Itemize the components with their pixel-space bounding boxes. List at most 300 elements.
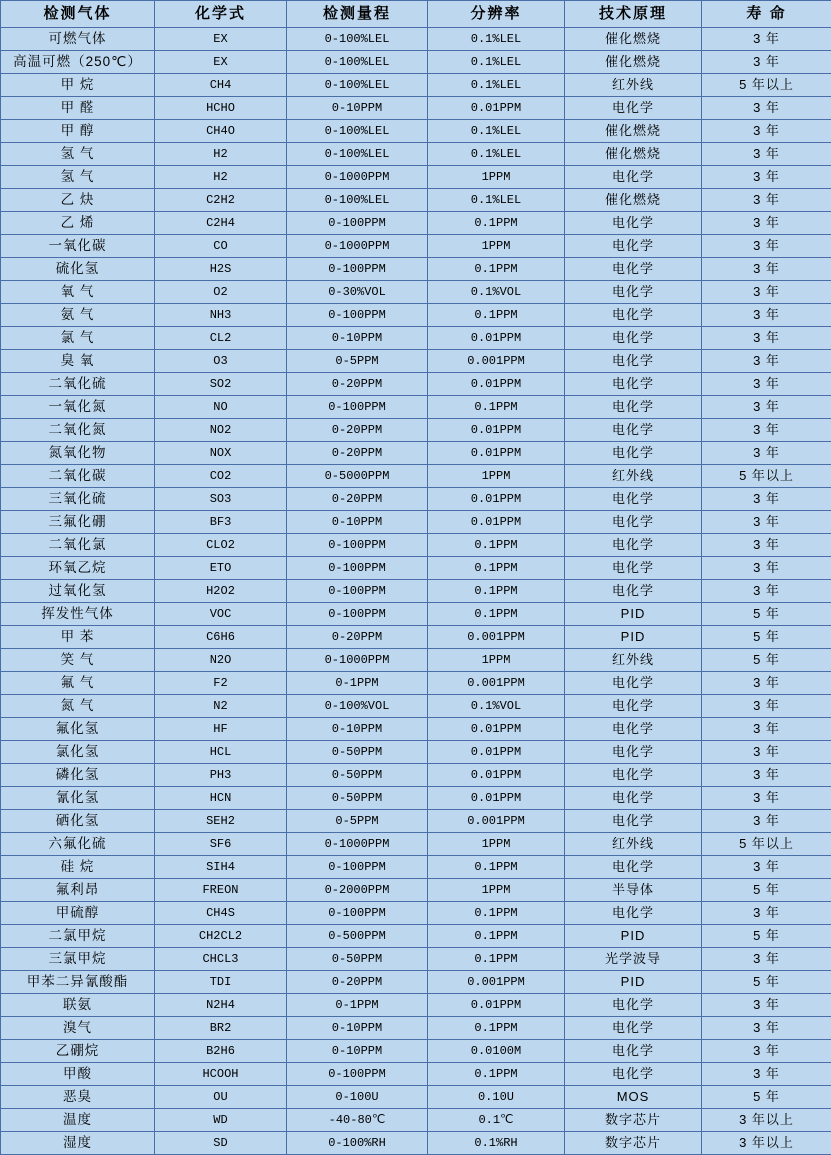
cell-formula: H2 [155,143,287,166]
cell-principle: 红外线 [565,465,702,488]
cell-principle: 电化学 [565,304,702,327]
cell-gas-name: 臭 氧 [1,350,155,373]
column-header-range: 检测量程 [287,1,428,28]
table-row [1,1086,831,1109]
table-header-row [1,1,831,28]
cell-principle: 电化学 [565,281,702,304]
table-row [1,833,831,856]
cell-formula: BF3 [155,511,287,534]
cell-range: 0-100PPM [287,856,428,879]
cell-range: 0-10PPM [287,511,428,534]
cell-range: 0-1PPM [287,672,428,695]
cell-principle: 电化学 [565,1063,702,1086]
cell-gas-name: 一氧化碳 [1,235,155,258]
cell-life: 3 年 [702,143,831,166]
cell-gas-name: 可燃气体 [1,28,155,51]
cell-gas-name: 六氟化硫 [1,833,155,856]
cell-principle: 电化学 [565,373,702,396]
cell-resolution: 0.1PPM [428,1017,565,1040]
cell-life: 3 年 [702,718,831,741]
cell-range: -40-80℃ [287,1109,428,1132]
table-row [1,304,831,327]
table-body [1,28,831,1155]
cell-formula: CH2CL2 [155,925,287,948]
cell-range: 0-1PPM [287,994,428,1017]
cell-resolution: 0.01PPM [428,97,565,120]
table-row [1,741,831,764]
cell-formula: HCHO [155,97,287,120]
cell-resolution: 0.1PPM [428,1063,565,1086]
cell-life: 3 年 [702,557,831,580]
cell-range: 0-20PPM [287,442,428,465]
cell-resolution: 0.001PPM [428,350,565,373]
cell-resolution: 0.1℃ [428,1109,565,1132]
cell-gas-name: 甲硫醇 [1,902,155,925]
table-row [1,1040,831,1063]
cell-life: 3 年 [702,741,831,764]
cell-resolution: 0.1%VOL [428,281,565,304]
cell-life: 5 年 [702,649,831,672]
cell-resolution: 0.1%LEL [428,51,565,74]
cell-resolution: 1PPM [428,235,565,258]
table-row [1,856,831,879]
cell-life: 3 年 [702,97,831,120]
cell-life: 3 年 [702,51,831,74]
cell-gas-name: 二氧化碳 [1,465,155,488]
table-row [1,120,831,143]
cell-resolution: 0.001PPM [428,810,565,833]
cell-range: 0-100PPM [287,902,428,925]
cell-life: 3 年 [702,787,831,810]
cell-life: 3 年 [702,810,831,833]
cell-formula: SF6 [155,833,287,856]
cell-gas-name: 湿度 [1,1132,155,1155]
cell-life: 3 年 [702,580,831,603]
cell-formula: CO [155,235,287,258]
cell-formula: CLO2 [155,534,287,557]
table-row [1,235,831,258]
cell-formula: CHCL3 [155,948,287,971]
cell-resolution: 0.01PPM [428,327,565,350]
cell-gas-name: 氮氧化物 [1,442,155,465]
cell-life: 5 年 [702,879,831,902]
table-row [1,189,831,212]
cell-principle: 电化学 [565,258,702,281]
cell-resolution: 0.01PPM [428,419,565,442]
cell-life: 3 年 [702,327,831,350]
cell-resolution: 0.1PPM [428,925,565,948]
cell-resolution: 0.001PPM [428,626,565,649]
cell-gas-name: 磷化氢 [1,764,155,787]
cell-range: 0-100PPM [287,557,428,580]
cell-formula: H2 [155,166,287,189]
cell-range: 0-5PPM [287,810,428,833]
cell-resolution: 0.1%LEL [428,189,565,212]
cell-life: 5 年以上 [702,833,831,856]
cell-resolution: 0.01PPM [428,994,565,1017]
cell-principle: PID [565,603,702,626]
cell-formula: C2H2 [155,189,287,212]
cell-life: 5 年 [702,925,831,948]
cell-principle: 光学波导 [565,948,702,971]
cell-gas-name: 甲苯二异氰酸酯 [1,971,155,994]
cell-formula: PH3 [155,764,287,787]
cell-formula: CH4O [155,120,287,143]
cell-resolution: 0.001PPM [428,971,565,994]
cell-life: 3 年 [702,396,831,419]
cell-principle: 电化学 [565,672,702,695]
cell-life: 3 年以上 [702,1109,831,1132]
cell-resolution: 0.1%LEL [428,74,565,97]
cell-principle: 电化学 [565,534,702,557]
cell-formula: O3 [155,350,287,373]
table-row [1,672,831,695]
cell-range: 0-50PPM [287,741,428,764]
cell-gas-name: 过氧化氢 [1,580,155,603]
cell-range: 0-100PPM [287,212,428,235]
cell-principle: 电化学 [565,580,702,603]
cell-life: 3 年 [702,488,831,511]
cell-resolution: 0.01PPM [428,741,565,764]
cell-resolution: 0.01PPM [428,787,565,810]
cell-principle: 电化学 [565,511,702,534]
cell-range: 0-50PPM [287,787,428,810]
cell-formula: NO [155,396,287,419]
cell-life: 5 年 [702,1086,831,1109]
cell-formula: C6H6 [155,626,287,649]
cell-life: 3 年 [702,764,831,787]
cell-principle: 电化学 [565,235,702,258]
cell-range: 0-30%VOL [287,281,428,304]
cell-gas-name: 甲酸 [1,1063,155,1086]
cell-gas-name: 甲 苯 [1,626,155,649]
cell-range: 0-2000PPM [287,879,428,902]
cell-range: 0-100%RH [287,1132,428,1155]
cell-principle: 电化学 [565,327,702,350]
cell-gas-name: 高温可燃（250℃） [1,51,155,74]
cell-life: 3 年 [702,1040,831,1063]
cell-range: 0-20PPM [287,419,428,442]
cell-resolution: 0.0100M [428,1040,565,1063]
cell-formula: CH4 [155,74,287,97]
cell-principle: 电化学 [565,718,702,741]
cell-principle: 红外线 [565,74,702,97]
cell-formula: WD [155,1109,287,1132]
cell-principle: 电化学 [565,1017,702,1040]
cell-gas-name: 氯 气 [1,327,155,350]
table-row [1,557,831,580]
cell-principle: 催化燃烧 [565,28,702,51]
cell-principle: MOS [565,1086,702,1109]
cell-resolution: 0.001PPM [428,672,565,695]
cell-life: 3 年 [702,442,831,465]
cell-formula: N2H4 [155,994,287,1017]
cell-principle: 电化学 [565,764,702,787]
cell-gas-name: 氧 气 [1,281,155,304]
cell-formula: FREON [155,879,287,902]
cell-resolution: 0.01PPM [428,488,565,511]
table-row [1,879,831,902]
cell-formula: H2S [155,258,287,281]
cell-range: 0-20PPM [287,626,428,649]
cell-formula: O2 [155,281,287,304]
cell-gas-name: 氢 气 [1,166,155,189]
cell-resolution: 0.1%LEL [428,28,565,51]
cell-range: 0-20PPM [287,971,428,994]
cell-gas-name: 氯化氢 [1,741,155,764]
cell-resolution: 0.1PPM [428,948,565,971]
cell-principle: 电化学 [565,350,702,373]
cell-resolution: 1PPM [428,166,565,189]
cell-principle: 电化学 [565,1040,702,1063]
table-row [1,580,831,603]
cell-principle: 红外线 [565,833,702,856]
cell-range: 0-50PPM [287,764,428,787]
cell-life: 5 年 [702,971,831,994]
cell-resolution: 0.01PPM [428,718,565,741]
cell-principle: 电化学 [565,442,702,465]
cell-resolution: 0.1%LEL [428,120,565,143]
cell-formula: CL2 [155,327,287,350]
cell-gas-name: 挥发性气体 [1,603,155,626]
cell-life: 3 年 [702,1063,831,1086]
cell-principle: 电化学 [565,419,702,442]
table-row [1,1063,831,1086]
table-header [1,1,831,28]
cell-resolution: 0.01PPM [428,764,565,787]
cell-range: 0-100%LEL [287,143,428,166]
cell-gas-name: 氰化氢 [1,787,155,810]
cell-principle: 电化学 [565,902,702,925]
table-row [1,1132,831,1155]
cell-principle: 电化学 [565,166,702,189]
cell-resolution: 0.01PPM [428,511,565,534]
cell-formula: HCN [155,787,287,810]
cell-life: 3 年 [702,373,831,396]
cell-gas-name: 氢 气 [1,143,155,166]
cell-range: 0-10PPM [287,1017,428,1040]
cell-formula: ETO [155,557,287,580]
cell-gas-name: 三氧化硫 [1,488,155,511]
cell-gas-name: 甲 醛 [1,97,155,120]
cell-life: 3 年 [702,166,831,189]
cell-principle: 电化学 [565,212,702,235]
cell-life: 3 年 [702,189,831,212]
cell-resolution: 0.1PPM [428,212,565,235]
table-row [1,166,831,189]
cell-life: 3 年 [702,304,831,327]
cell-principle: 催化燃烧 [565,143,702,166]
cell-range: 0-20PPM [287,373,428,396]
cell-formula: SO3 [155,488,287,511]
cell-life: 3 年 [702,856,831,879]
cell-resolution: 0.1PPM [428,557,565,580]
cell-life: 3 年 [702,902,831,925]
cell-life: 3 年 [702,281,831,304]
cell-gas-name: 硅 烷 [1,856,155,879]
cell-formula: CO2 [155,465,287,488]
cell-resolution: 0.1PPM [428,856,565,879]
cell-life: 5 年以上 [702,74,831,97]
cell-gas-name: 氟 气 [1,672,155,695]
cell-formula: B2H6 [155,1040,287,1063]
cell-principle: 数字芯片 [565,1132,702,1155]
cell-range: 0-1000PPM [287,235,428,258]
cell-range: 0-100%LEL [287,51,428,74]
table-row [1,442,831,465]
table-row [1,902,831,925]
table-row [1,994,831,1017]
cell-principle: 电化学 [565,557,702,580]
cell-range: 0-10PPM [287,97,428,120]
table-row [1,327,831,350]
cell-principle: 电化学 [565,695,702,718]
cell-range: 0-100PPM [287,396,428,419]
cell-resolution: 0.01PPM [428,373,565,396]
cell-principle: 电化学 [565,787,702,810]
cell-range: 0-1000PPM [287,166,428,189]
cell-life: 3 年 [702,419,831,442]
cell-gas-name: 氨 气 [1,304,155,327]
cell-formula: CH4S [155,902,287,925]
cell-life: 3 年 [702,672,831,695]
cell-life: 3 年 [702,948,831,971]
table-row [1,810,831,833]
cell-principle: PID [565,971,702,994]
cell-range: 0-5PPM [287,350,428,373]
cell-formula: HCOOH [155,1063,287,1086]
cell-gas-name: 乙 炔 [1,189,155,212]
cell-principle: 电化学 [565,810,702,833]
cell-gas-name: 氟利昂 [1,879,155,902]
table-row [1,695,831,718]
cell-resolution: 0.01PPM [428,442,565,465]
cell-resolution: 0.10U [428,1086,565,1109]
cell-gas-name: 乙 烯 [1,212,155,235]
table-row [1,764,831,787]
cell-range: 0-100PPM [287,580,428,603]
cell-life: 3 年 [702,534,831,557]
cell-range: 0-100%LEL [287,74,428,97]
cell-formula: SO2 [155,373,287,396]
cell-gas-name: 二氧化氯 [1,534,155,557]
cell-gas-name: 温度 [1,1109,155,1132]
table-row [1,74,831,97]
cell-resolution: 1PPM [428,465,565,488]
cell-gas-name: 甲 醇 [1,120,155,143]
cell-principle: 电化学 [565,396,702,419]
table-row [1,51,831,74]
cell-formula: SD [155,1132,287,1155]
cell-resolution: 0.1%LEL [428,143,565,166]
cell-life: 3 年以上 [702,1132,831,1155]
cell-formula: F2 [155,672,287,695]
cell-gas-name: 恶臭 [1,1086,155,1109]
cell-life: 3 年 [702,994,831,1017]
cell-gas-name: 溴气 [1,1017,155,1040]
cell-life: 3 年 [702,212,831,235]
cell-principle: 电化学 [565,97,702,120]
cell-range: 0-100PPM [287,258,428,281]
cell-gas-name: 环氧乙烷 [1,557,155,580]
cell-gas-name: 二氧化硫 [1,373,155,396]
cell-formula: C2H4 [155,212,287,235]
cell-life: 5 年 [702,603,831,626]
cell-life: 5 年 [702,626,831,649]
cell-formula: SIH4 [155,856,287,879]
cell-formula: NH3 [155,304,287,327]
cell-gas-name: 甲 烷 [1,74,155,97]
table-row [1,28,831,51]
cell-range: 0-50PPM [287,948,428,971]
cell-resolution: 0.1PPM [428,396,565,419]
cell-life: 3 年 [702,235,831,258]
table-row [1,626,831,649]
table-row [1,396,831,419]
cell-formula: EX [155,51,287,74]
column-header-gas-name: 检测气体 [1,1,155,28]
cell-life: 3 年 [702,120,831,143]
cell-range: 0-100%LEL [287,189,428,212]
cell-range: 0-5000PPM [287,465,428,488]
table-row [1,373,831,396]
cell-resolution: 1PPM [428,649,565,672]
cell-resolution: 1PPM [428,879,565,902]
cell-resolution: 0.1PPM [428,258,565,281]
cell-principle: PID [565,925,702,948]
table-row [1,534,831,557]
cell-principle: 催化燃烧 [565,51,702,74]
table-row [1,948,831,971]
cell-range: 0-100%LEL [287,28,428,51]
table-row [1,718,831,741]
table-row [1,465,831,488]
cell-principle: 电化学 [565,741,702,764]
cell-principle: 半导体 [565,879,702,902]
cell-gas-name: 联氨 [1,994,155,1017]
cell-range: 0-20PPM [287,488,428,511]
cell-resolution: 0.1PPM [428,580,565,603]
cell-gas-name: 乙硼烷 [1,1040,155,1063]
cell-gas-name: 三氯甲烷 [1,948,155,971]
table-row [1,787,831,810]
cell-formula: VOC [155,603,287,626]
table-row [1,488,831,511]
table-row [1,511,831,534]
cell-formula: EX [155,28,287,51]
cell-resolution: 0.1PPM [428,304,565,327]
table-row [1,281,831,304]
cell-formula: TDI [155,971,287,994]
cell-resolution: 0.1PPM [428,902,565,925]
cell-range: 0-1000PPM [287,833,428,856]
cell-formula: H2O2 [155,580,287,603]
cell-resolution: 0.1PPM [428,534,565,557]
table-row [1,971,831,994]
column-header-life: 寿 命 [702,1,831,28]
cell-formula: NOX [155,442,287,465]
cell-gas-name: 笑 气 [1,649,155,672]
cell-principle: 电化学 [565,488,702,511]
cell-formula: HCL [155,741,287,764]
cell-range: 0-10PPM [287,1040,428,1063]
table-row [1,925,831,948]
cell-range: 0-100U [287,1086,428,1109]
cell-range: 0-100PPM [287,603,428,626]
cell-principle: 数字芯片 [565,1109,702,1132]
cell-range: 0-100%LEL [287,120,428,143]
table-row [1,258,831,281]
